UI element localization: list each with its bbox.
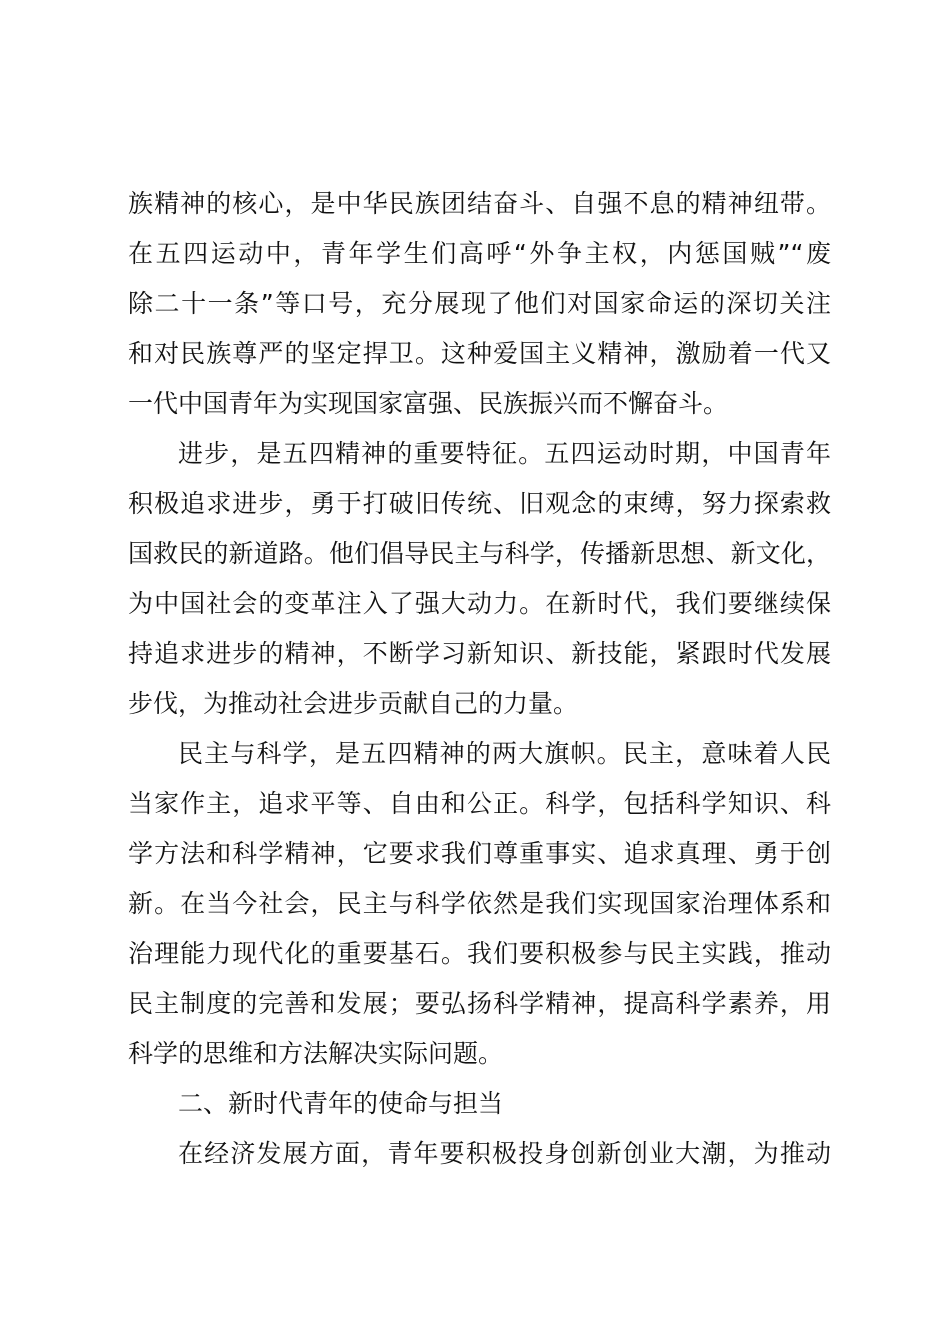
text-line: 民主与科学，是五四精神的两大旗帜。民主，意味着人民 — [178, 739, 831, 768]
text-line: 在经济发展方面，青年要积极投身创新创业大潮，为推动 — [178, 1139, 831, 1168]
text-line: 族精神的核心，是中华民族团结奋斗、自强不息的精神纽带。 — [128, 189, 831, 218]
text-line: 在五四运动中，青年学生们高呼“外争主权，内惩国贼”“废 — [128, 239, 831, 268]
text-line: 国救民的新道路。他们倡导民主与科学，传播新思想、新文化， — [128, 539, 831, 568]
text-line: 进步，是五四精神的重要特征。五四运动时期，中国青年 — [178, 439, 831, 468]
document-body — [128, 179, 848, 1179]
paragraph-patriotism-continued — [128, 179, 848, 429]
section-heading — [128, 1079, 848, 1129]
text-line: 当家作主，追求平等、自由和公正。科学，包括科学知识、科 — [128, 789, 831, 818]
text-line: 一代中国青年为实现国家富强、民族振兴而不懈奋斗。 — [128, 389, 729, 418]
paragraph-progress — [128, 429, 848, 729]
text-line: 和对民族尊严的坚定捍卫。这种爱国主义精神，激励着一代又 — [128, 339, 831, 368]
text-line: 科学的思维和方法解决实际问题。 — [128, 1039, 504, 1068]
text-line: 除二十一条”等口号，充分展现了他们对国家命运的深切关注 — [128, 289, 831, 318]
text-line: 治理能力现代化的重要基石。我们要积极参与民主实践，推动 — [128, 939, 831, 968]
paragraph-economic-development — [128, 1129, 848, 1179]
text-line: 为中国社会的变革注入了强大动力。在新时代，我们要继续保 — [128, 589, 831, 618]
text-line: 持追求进步的精神，不断学习新知识、新技能，紧跟时代发展 — [128, 639, 831, 668]
text-line: 积极追求进步，勇于打破旧传统、旧观念的束缚，努力探索救 — [128, 489, 831, 518]
section-heading-text: 二、新时代青年的使命与担当 — [178, 1089, 504, 1118]
text-line: 学方法和科学精神，它要求我们尊重事实、追求真理、勇于创 — [128, 839, 831, 868]
text-line: 步伐，为推动社会进步贡献自己的力量。 — [128, 689, 579, 718]
text-line: 新。在当今社会，民主与科学依然是我们实现国家治理体系和 — [128, 889, 831, 918]
paragraph-democracy-science — [128, 729, 848, 1079]
text-line: 民主制度的完善和发展；要弘扬科学精神，提高科学素养，用 — [128, 989, 831, 1018]
